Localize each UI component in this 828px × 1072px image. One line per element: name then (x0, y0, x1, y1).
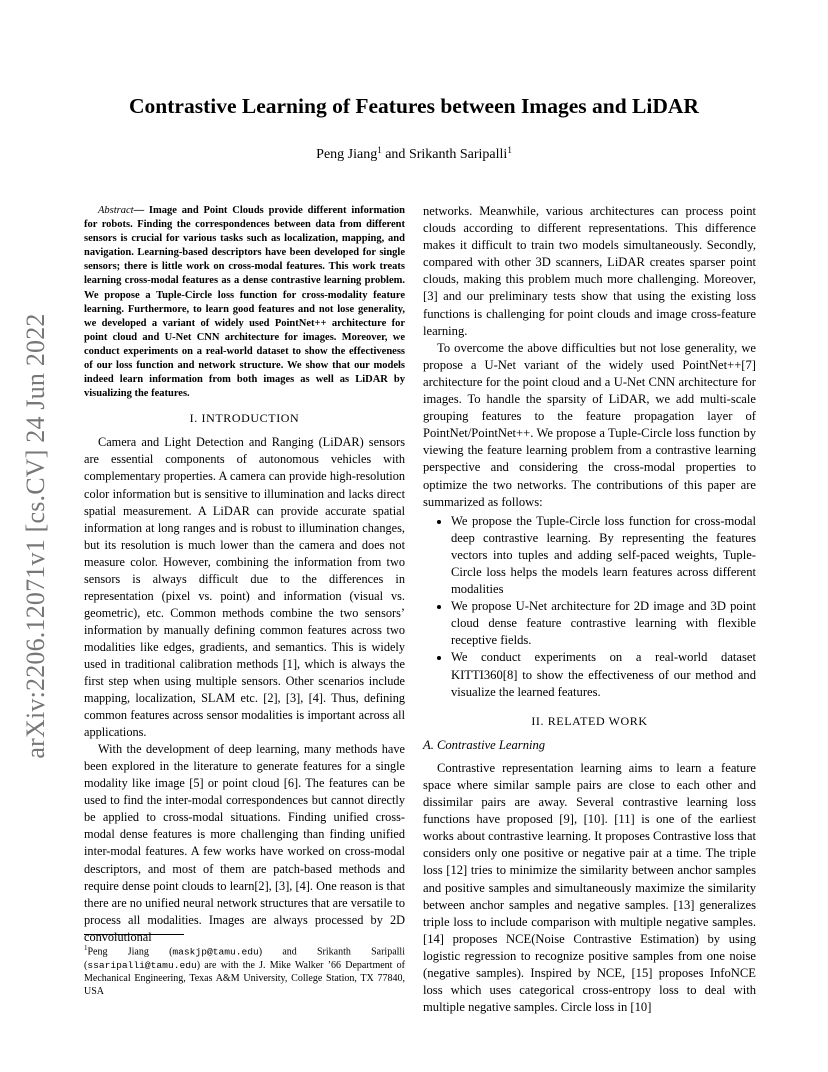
section-heading-related-work: II. RELATED WORK (531, 713, 648, 728)
author-name: Srikanth Saripalli (408, 147, 508, 162)
list-item: • We propose U-Net architecture for 2D image and 3D point cloud dense feature contrastive learning with flexible receptive fields. (451, 598, 756, 649)
affiliation-mark: 1 (507, 145, 512, 155)
paragraph: Camera and Light Detection and Ranging (LiDAR) sensors are essential components of autonomous vehicles with complementary properties. A camera can provide high-resolution color information but is sensitive to illumination and lacks direct spatial measurement. A LiDAR can provide accurate spatial information at long ranges and is robust to illumination changes, but its resolution is much lower than the camera and does not measure color. However, combining the information from two sensors is always difficult due to the differences in representation (pixel vs. point) and information (visual vs. geometric), etc. Common methods combine the two sensors’ information by manually defining common features across two modalities like edges, gradients, and semantics. This is widely used in traditional calibration methods [1], which is always the first step when using multiple sensors. Other scenarios include mapping, localization, SLAM etc. [2], [3], [4]. Thus, defining common features across sensor modalities is important across all applications. (84, 435, 405, 740)
paragraph: With the development of deep learning, many methods have been explored in the literature to generate features for a single modality like image [5] or point cloud [6]. The features can be used to find the inter-modal correspondences but cannot directly be applied to cross-modal situations. Finding unified cross-modal dense features is more challenging than finding unified inter-modal features. A few works have worked on cross-modal descriptors, and most of them are patch-based methods and require dense point clouds to learn[2], [3], [4]. One reason is that there are no unified neural network structures that are versatile to process all modalities. Images are always processed by 2D convolutional (84, 742, 405, 944)
right-column (423, 203, 756, 1016)
affiliation-mark: 1 (377, 145, 382, 155)
paragraph: Contrastive representation learning aims to learn a feature space where similar sample pairs are close to each other and dissimilar pairs are away. Several contrastive learning loss functions have proposed [9], [10]. [11] is one of the earliest works about contrastive learning. It proposes Contrastive loss that considers only one positive or negative pair at a time. The triple loss [12] tries to minimize the similarity between anchor samples and positive samples and simultaneously maximize the similarity between anchor samples and negative samples. [13] generalizes triple loss to include comparison with multiple negative samples. [14] proposes NCE(Noise Contrastive Estimation) by using logistic regression to recognize positive samples from one noise (negative samples). Inspired by NCE, [15] proposes InfoNCE loss which uses categorical cross-entropy loss to deal with multiple negative samples. Circle loss in [10] (423, 760, 756, 1015)
abstract-lead: Abstract (98, 205, 134, 216)
paragraph: To overcome the above difficulties but not lose generality, we propose a U-Net variant of the widely used PointNet++[7] architecture for the point cloud and a U-Net CNN architecture for images. To handle the sparsity of LiDAR, we add multi-scale grouping features to the feature propagation layer of PointNet/PointNet++. We propose a Tuple-Circle loss function by viewing the feature learning problem from a contrastive learning perspective and considering the cross-modal properties to optimize the two networks. The contributions of this paper are summarized as follows: (423, 340, 756, 509)
abstract-text: — Image and Point Clouds provide different information for robots. Finding the correspondences between data from different sensors is crucial for various tasks such as localization, mapping, and navigation. Learning-based descriptors have been developed for single sensors; there is little work on cross-modal features. This work treats learning cross-modal features as a dense contrastive learning problem. We propose a Tuple-Circle loss function for cross-modality feature learning. Furthermore, to learn good features and not lose generality, we developed a variant of widely used PointNet++ architecture for point cloud and U-Net CNN architecture for images. Moreover, we conduct experiments on a real-world dataset to show the effectiveness of our loss function and network structure. We show that our models indeed learn information from both images as well as LiDAR by visualizing the features. (84, 205, 405, 400)
footnote-divider (84, 934, 184, 935)
left-column (84, 204, 405, 946)
email-address: ssaripalli@tamu.edu (87, 959, 197, 971)
contributions-list (423, 513, 756, 701)
author-connector: and (381, 147, 409, 162)
footnote-text: Peng Jiang ( (87, 946, 173, 958)
author-name: Peng Jiang (316, 147, 378, 162)
list-item: • We propose the Tuple-Circle loss function for cross-modal deep contrastive learning. By representing the features vectors into tuples and adding self-paced weights, Tuple-Circle loss helps the models learn features across different modalities (451, 513, 756, 598)
arxiv-identifier-stamp: arXiv:2206.12071v1 [cs.CV] 24 Jun 2022 (21, 313, 50, 759)
paragraph: networks. Meanwhile, various architectures can process point clouds according to different representations. This difference makes it difficult to train two models simultaneously. Secondly, compared with other 3D scanners, LiDAR creates sparser point clouds, making this problem much more challenging. Moreover, [3] and our preliminary tests show that using the existing loss functions is challenging for point clouds and image cross-feature learning. (423, 204, 756, 338)
footnote-text: ) are with the J. Mike Walker ’66 Department of Mechanical Engineering, Texas A&M University, College Station, TX 77840, USA (84, 959, 405, 997)
section-heading-introduction: I. INTRODUCTION (189, 411, 300, 426)
author-line (0, 145, 828, 163)
paper-title: Contrastive Learning of Features between Images and LiDAR (129, 94, 699, 118)
footnote (84, 942, 405, 998)
list-item: • We conduct experiments on a real-world dataset KITTI360[8] to show the effectiveness of our method and visualize the learned features. (451, 649, 756, 700)
footnote-text: ) and Srikanth Saripalli ( (84, 946, 405, 971)
abstract (84, 204, 405, 401)
email-address: maskjp@tamu.edu (172, 946, 259, 958)
footnote-mark: 1 (84, 944, 88, 952)
subsection-heading: A. Contrastive Learning (423, 737, 546, 752)
